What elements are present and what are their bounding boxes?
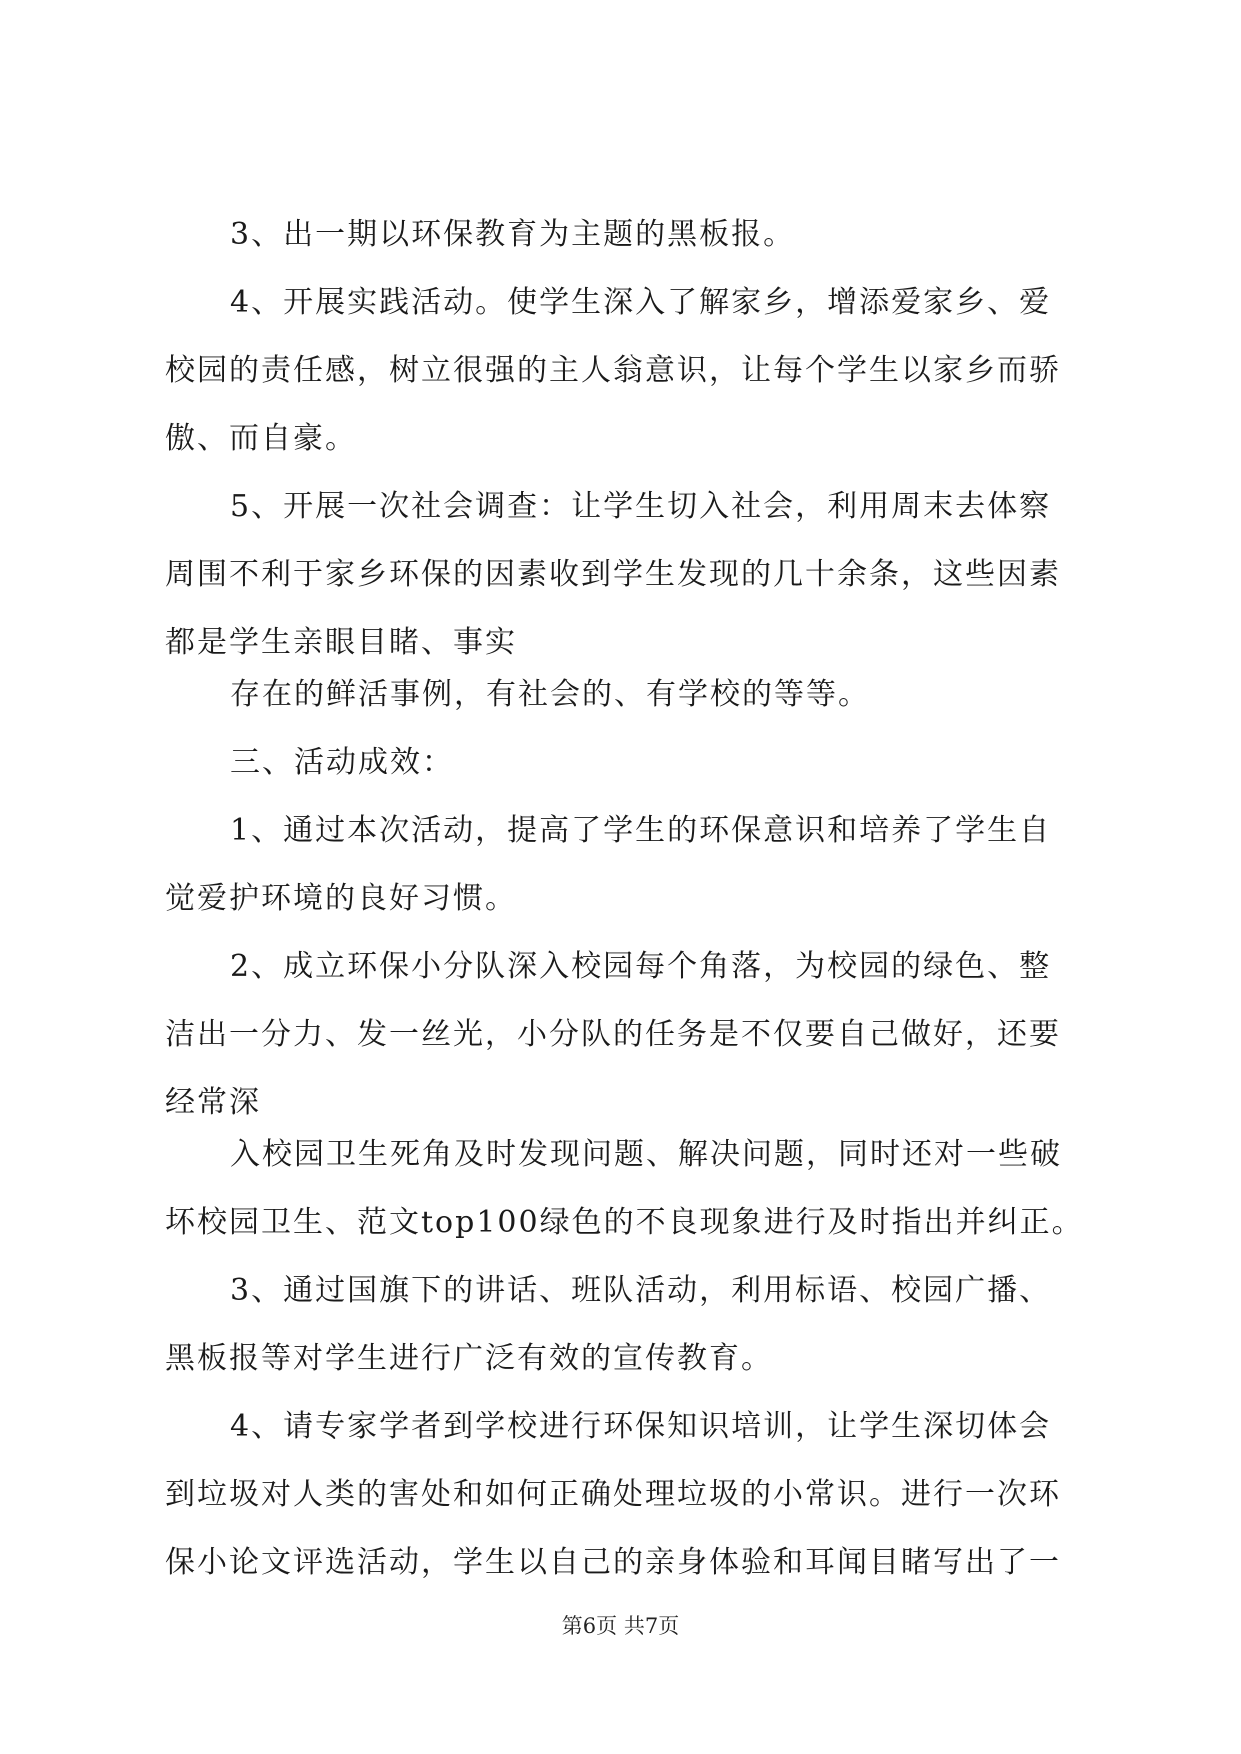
text-line: 周围不利于家乡环保的因素收到学生发现的几十余条，这些因素 [165, 557, 1061, 592]
text-line: 黑板报等对学生进行广泛有效的宣传教育。 [165, 1341, 773, 1376]
text-line: 1、通过本次活动，提高了学生的环保意识和培养了学生自 [230, 813, 1052, 848]
text-line: 5、开展一次社会调查：让学生切入社会，利用周末去体察 [230, 489, 1052, 524]
text-line: 校园的责任感，树立很强的主人翁意识，让每个学生以家乡而骄 [165, 353, 1061, 388]
text-line: 经常深 [165, 1085, 261, 1120]
text-line: 觉爱护环境的良好习惯。 [165, 881, 517, 916]
text-line: 傲、而自豪。 [165, 421, 357, 456]
text-line: 入校园卫生死角及时发现问题、解决问题，同时还对一些破 [230, 1137, 1062, 1172]
text-line: 坏校园卫生、范文top100绿色的不良现象进行及时指出并纠正。 [165, 1205, 1084, 1240]
text-line: 到垃圾对人类的害处和如何正确处理垃圾的小常识。进行一次环 [165, 1477, 1061, 1512]
text-line: 保小论文评选活动，学生以自己的亲身体验和耳闻目睹写出了一 [165, 1545, 1061, 1580]
text-line: 4、开展实践活动。使学生深入了解家乡，增添爱家乡、爱 [230, 285, 1052, 320]
section-heading: 三、活动成效： [230, 745, 454, 780]
text-line: 存在的鲜活事例，有社会的、有学校的等等。 [230, 677, 870, 712]
text-line: 都是学生亲眼目睹、事实 [165, 625, 517, 660]
page-number: 第6页 共7页 [561, 1614, 680, 1638]
text-line: 3、通过国旗下的讲话、班队活动，利用标语、校园广播、 [230, 1273, 1052, 1308]
text-line: 洁出一分力、发一丝光，小分队的任务是不仅要自己做好，还要 [165, 1017, 1061, 1052]
text-line: 3、出一期以环保教育为主题的黑板报。 [230, 217, 796, 252]
text-line: 2、成立环保小分队深入校园每个角落，为校园的绿色、整 [230, 949, 1052, 984]
text-line: 4、请专家学者到学校进行环保知识培训，让学生深切体会 [230, 1409, 1052, 1444]
